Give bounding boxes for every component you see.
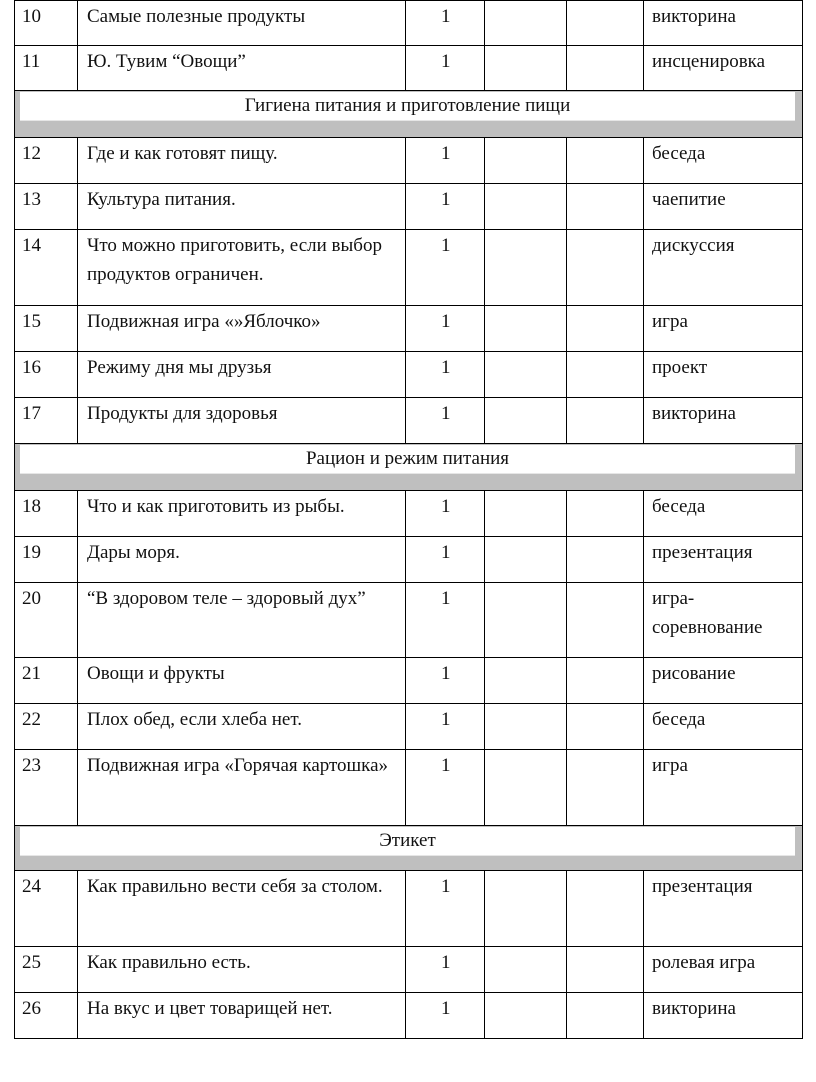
lesson-topic: Как правильно вести себя за столом.: [78, 871, 406, 946]
lesson-hours: 1: [406, 352, 485, 397]
table-row: [14, 947, 803, 993]
lesson-hours: 1: [406, 537, 485, 582]
lesson-number: 20: [15, 583, 78, 657]
lesson-number: 21: [15, 658, 78, 703]
lesson-topic: Плох обед, если хлеба нет.: [78, 704, 406, 749]
lesson-topic: Подвижная игра «Горячая картошка»: [78, 750, 406, 825]
empty-cell-practice: [567, 184, 644, 229]
empty-cell-practice: [567, 704, 644, 749]
empty-cell-practice: [567, 398, 644, 443]
lesson-hours: 1: [406, 947, 485, 992]
lesson-topic: Где и как готовят пищу.: [78, 138, 406, 183]
lesson-hours: 1: [406, 871, 485, 946]
empty-cell-theory: [485, 491, 567, 536]
lesson-topic: Продукты для здоровья: [78, 398, 406, 443]
lesson-form: викторина: [652, 998, 736, 1019]
lesson-hours: 1: [406, 398, 485, 443]
lesson-form: игра: [652, 755, 688, 776]
lesson-topic: Самые полезные продукты: [78, 1, 406, 45]
empty-cell-theory: [485, 537, 567, 582]
lesson-hours: 1: [406, 491, 485, 536]
lesson-number: 10: [15, 1, 78, 45]
table-row: [14, 46, 803, 91]
table-row: [14, 184, 803, 230]
empty-cell-practice: [567, 1, 644, 45]
empty-cell-practice: [567, 46, 644, 90]
empty-cell-practice: [567, 583, 644, 657]
lesson-number: 18: [15, 491, 78, 536]
lesson-hours: 1: [406, 138, 485, 183]
empty-cell-theory: [485, 46, 567, 90]
lesson-topic: Ю. Тувим “Овощи”: [78, 46, 406, 90]
lesson-number: 14: [15, 230, 78, 305]
empty-cell-theory: [485, 1, 567, 45]
table-row: [14, 491, 803, 537]
lesson-hours: 1: [406, 704, 485, 749]
lesson-topic: Культура питания.: [78, 184, 406, 229]
lesson-form: ролевая игра: [652, 952, 756, 973]
empty-cell-practice: [567, 750, 644, 825]
empty-cell-theory: [485, 658, 567, 703]
lesson-hours: 1: [406, 184, 485, 229]
lesson-topic: Подвижная игра «»Яблочко»: [78, 306, 406, 351]
lesson-topic: Овощи и фрукты: [78, 658, 406, 703]
lesson-form: игра: [652, 311, 688, 332]
section-header-etiquette: [14, 826, 803, 871]
lesson-number: 26: [15, 993, 78, 1038]
lesson-plan-table: [14, 0, 803, 1039]
table-row: [14, 230, 803, 306]
empty-cell-practice: [567, 537, 644, 582]
lesson-number: 17: [15, 398, 78, 443]
lesson-form: инсценировка: [652, 51, 766, 72]
lesson-hours: 1: [406, 230, 485, 305]
table-row: [14, 0, 803, 46]
table-row: [14, 993, 803, 1039]
lesson-form: викторина: [652, 6, 736, 27]
lesson-form: проект: [652, 357, 708, 378]
table-row: [14, 306, 803, 352]
empty-cell-theory: [485, 230, 567, 305]
empty-cell-practice: [567, 871, 644, 946]
section-title: Этикет: [379, 830, 436, 851]
empty-cell-theory: [485, 704, 567, 749]
lesson-topic: Что можно приготовить, если выбор продуктов ограничен.: [78, 230, 406, 305]
lesson-topic: “В здоровом теле – здоровый дух”: [78, 583, 406, 657]
lesson-topic: На вкус и цвет товарищей нет.: [78, 993, 406, 1038]
empty-cell-theory: [485, 583, 567, 657]
empty-cell-practice: [567, 993, 644, 1038]
lesson-number: 24: [15, 871, 78, 946]
lesson-topic: Режиму дня мы друзья: [78, 352, 406, 397]
lesson-number: 11: [15, 46, 78, 90]
empty-cell-theory: [485, 352, 567, 397]
lesson-form: беседа: [652, 709, 706, 730]
table-row: [14, 138, 803, 184]
section-title: Рацион и режим питания: [305, 448, 510, 469]
table-row: [14, 658, 803, 704]
lesson-number: 25: [15, 947, 78, 992]
empty-cell-theory: [485, 947, 567, 992]
lesson-hours: 1: [406, 306, 485, 351]
lesson-form: дискуссия: [652, 235, 735, 256]
empty-cell-practice: [567, 658, 644, 703]
lesson-topic: Дары моря.: [78, 537, 406, 582]
empty-cell-practice: [567, 138, 644, 183]
empty-cell-theory: [485, 138, 567, 183]
lesson-number: 16: [15, 352, 78, 397]
lesson-topic: Как правильно есть.: [78, 947, 406, 992]
section-title: Гигиена питания и приготовление пищи: [244, 95, 571, 116]
lesson-topic: Что и как приготовить из рыбы.: [78, 491, 406, 536]
empty-cell-practice: [567, 230, 644, 305]
table-row: [14, 704, 803, 750]
empty-cell-practice: [567, 352, 644, 397]
lesson-hours: 1: [406, 46, 485, 90]
lesson-form: викторина: [652, 403, 736, 424]
empty-cell-theory: [485, 184, 567, 229]
lesson-number: 15: [15, 306, 78, 351]
table-row: [14, 352, 803, 398]
lesson-hours: 1: [406, 993, 485, 1038]
table-row: [14, 583, 803, 658]
lesson-form: беседа: [652, 496, 706, 517]
lesson-form: беседа: [652, 143, 706, 164]
section-header-diet: [14, 444, 803, 491]
empty-cell-theory: [485, 871, 567, 946]
table-row: [14, 750, 803, 826]
lesson-hours: 1: [406, 750, 485, 825]
empty-cell-practice: [567, 947, 644, 992]
lesson-form: игра-соревнование: [652, 588, 763, 638]
lesson-number: 22: [15, 704, 78, 749]
empty-cell-theory: [485, 750, 567, 825]
lesson-hours: 1: [406, 1, 485, 45]
table-row: [14, 398, 803, 444]
empty-cell-theory: [485, 993, 567, 1038]
table-row: [14, 537, 803, 583]
lesson-number: 19: [15, 537, 78, 582]
lesson-number: 23: [15, 750, 78, 825]
section-header-hygiene: [14, 91, 803, 138]
lesson-hours: 1: [406, 583, 485, 657]
lesson-number: 13: [15, 184, 78, 229]
lesson-hours: 1: [406, 658, 485, 703]
lesson-form: рисование: [652, 663, 736, 684]
table-row: [14, 871, 803, 947]
empty-cell-theory: [485, 398, 567, 443]
empty-cell-practice: [567, 306, 644, 351]
lesson-form: презентация: [652, 876, 753, 897]
empty-cell-theory: [485, 306, 567, 351]
empty-cell-practice: [567, 491, 644, 536]
lesson-form: презентация: [652, 542, 753, 563]
lesson-form: чаепитие: [652, 189, 726, 210]
lesson-number: 12: [15, 138, 78, 183]
